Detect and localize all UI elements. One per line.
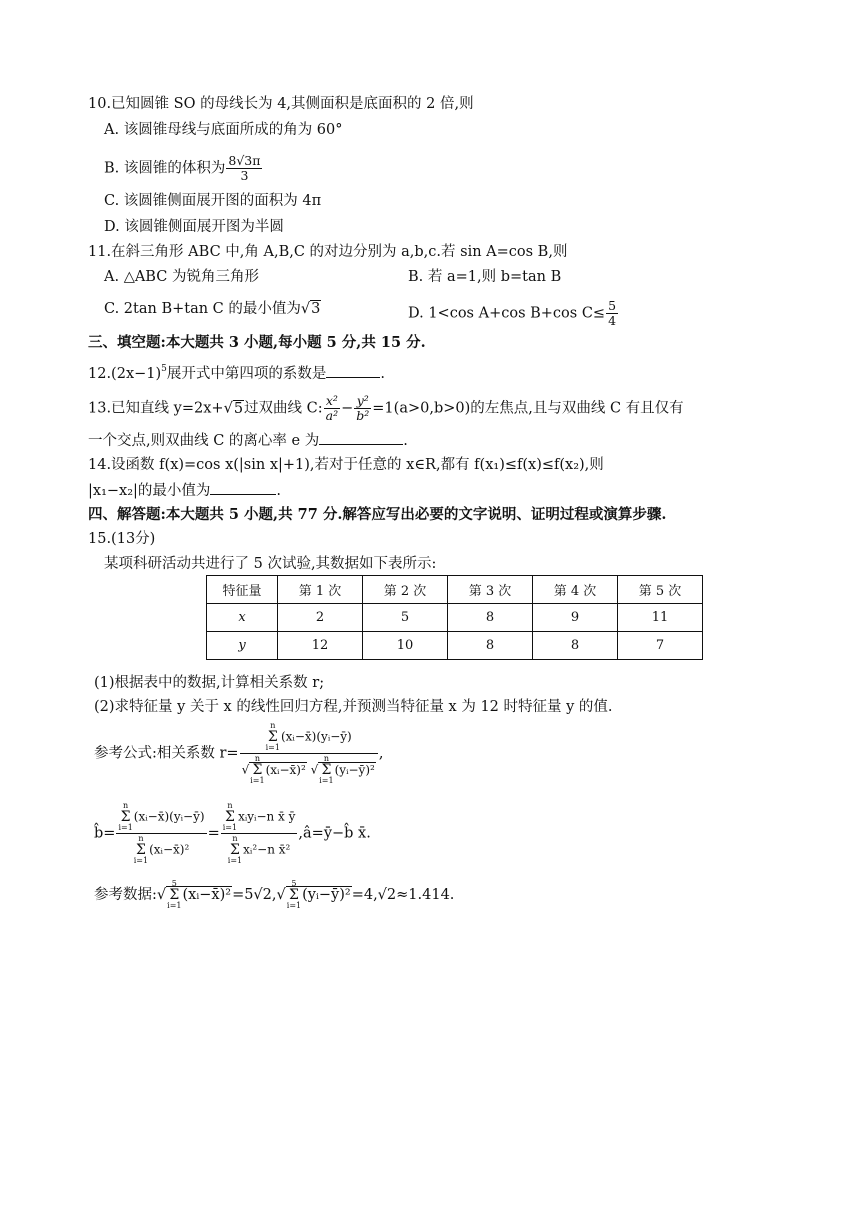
table-header-row <box>207 576 703 604</box>
formula-b2-denominator <box>221 834 298 865</box>
table-cell: 9 <box>533 604 618 632</box>
sigma-bottom: i=1 <box>133 856 149 865</box>
sigma-top: n <box>123 801 129 810</box>
q13-fraction-1 <box>324 395 340 422</box>
table-cell: 7 <box>618 632 703 660</box>
q10-stem: 10.已知圆锥 SO 的母线长为 4,其侧面积是底面积的 2 倍,则 <box>88 96 474 112</box>
table-cell: y <box>207 632 278 660</box>
q10-b-denominator: 3 <box>240 168 249 183</box>
formula-b-fraction-1 <box>116 802 206 865</box>
b1-numerator-text: (xᵢ−x̄)(yᵢ−ȳ) <box>133 809 205 824</box>
sigma-icon: 5 Σ i=1 <box>167 879 182 910</box>
q11-d-text: D. 1<cos A+cos B+cos C≤ <box>408 305 606 322</box>
q13-radicand: 5 <box>233 400 244 417</box>
ref-x-root <box>166 879 232 910</box>
q14-line-1: 14.设函数 f(x)=cos x(|sin x|+1),若对于任意的 x∈R,都有 f(x₁)≤f(x)≤f(x₂),则 <box>88 457 604 473</box>
formula-r-denominator: √n Σ i=1(xᵢ−x̄)² √n Σ i=1(yᵢ−ȳ)² <box>241 754 375 785</box>
table-row <box>207 604 703 632</box>
r-den-y-text: (yᵢ−ȳ)² <box>334 762 375 777</box>
q13-text-a: 13.已知直线 y=2x+ <box>88 400 224 417</box>
table-cell: x <box>207 604 278 632</box>
sigma-top: n <box>323 754 329 763</box>
q14-period: . <box>276 483 282 499</box>
reference-data: 参考数据:√5 Σ i=1(xᵢ−x̄)²=5√2,√5 Σ i=1(yᵢ−ȳ)²=4,√2≈1.414. <box>94 879 455 910</box>
q14-answer-blank[interactable] <box>210 481 276 495</box>
formula-r <box>94 722 383 785</box>
formula-b <box>94 802 371 865</box>
table-cell: 8 <box>533 632 618 660</box>
sigma-top: n <box>232 834 238 843</box>
q12-period: . <box>380 366 385 382</box>
table-header-cell: 第 2 次 <box>363 576 448 604</box>
q15-header: 15.(13分) <box>88 531 156 547</box>
sigma-top: n <box>227 801 233 810</box>
formula-b-equals: = <box>207 825 220 842</box>
sigma-top: n <box>254 754 260 763</box>
formula-r-fraction <box>240 722 378 785</box>
q12 <box>88 360 385 383</box>
sigma-bottom: i=1 <box>250 776 265 785</box>
q15-part-2: (2)求特征量 y 关于 x 的线性回归方程,并预测当特征量 x 为 12 时特征量 y 的值. <box>94 699 613 715</box>
sigma-bottom: i=1 <box>167 901 182 910</box>
formula-b-fraction-2 <box>221 802 298 865</box>
section-4-heading: 四、解答题:本大题共 5 小题,共 77 分.解答应写出必要的文字说明、证明过程或演算步骤. <box>88 506 667 523</box>
b2-numerator-text: xᵢyᵢ−n x̄ ȳ <box>238 809 296 824</box>
q13-answer-blank[interactable] <box>319 431 403 445</box>
q10-option-c: C. 该圆锥侧面展开图的面积为 4π <box>104 193 322 209</box>
sigma-bottom: i=1 <box>265 743 280 752</box>
sigma-icon: n Σ i=1 <box>227 834 243 865</box>
table-cell: 8 <box>448 604 533 632</box>
q11-d-numerator: 5 <box>608 298 617 313</box>
q14-text: |x₁−x₂|的最小值为 <box>88 483 211 499</box>
sigma-icon: n Σ i=1 <box>319 754 334 785</box>
q15-part-1: (1)根据表中的数据,计算相关系数 r; <box>94 675 325 691</box>
table-cell: 12 <box>278 632 363 660</box>
q11-d-fraction <box>606 300 618 327</box>
q14-line-2 <box>88 481 281 500</box>
q13-f2-den: b² <box>356 408 370 423</box>
q10-option-b <box>104 155 263 182</box>
q13-text-c: =1(a>0,b>0)的左焦点,且与双曲线 C 有且仅有 <box>372 400 684 417</box>
q13-f1-num: x² <box>324 395 340 409</box>
table-header-cell: 第 3 次 <box>448 576 533 604</box>
r-den-x-text: (xᵢ−x̄)² <box>265 762 306 777</box>
sigma-top: 5 <box>171 879 177 888</box>
formula-r-comma: , <box>378 745 384 762</box>
reference-data-label: 参考数据: <box>94 887 157 903</box>
data-table <box>206 575 703 660</box>
q11-option-b: B. 若 a=1,则 b=tan B <box>408 269 562 285</box>
q13-minus: − <box>341 400 354 417</box>
sigma-top: n <box>138 834 144 843</box>
sigma-icon: 5 Σ i=1 <box>286 879 302 910</box>
q13-text-b: 过双曲线 C: <box>244 400 323 417</box>
sigma-icon: n Σ i=1 <box>118 801 133 832</box>
q13-text-d: 一个交点,则双曲线 C 的离心率 e 为 <box>88 433 320 449</box>
q11-c-text: C. 2tan B+tan C 的最小值为 <box>104 301 301 317</box>
table-header-cell: 特征量 <box>207 576 278 604</box>
table-cell: 8 <box>448 632 533 660</box>
table-row <box>207 632 703 660</box>
r-den-x-root <box>249 754 307 785</box>
section-3-heading: 三、填空题:本大题共 3 小题,每小题 5 分,共 15 分. <box>88 334 426 351</box>
q10-option-a: A. 该圆锥母线与底面所成的角为 60° <box>104 122 343 138</box>
q11-option-d <box>408 300 619 327</box>
q10-b-numerator: 8√3π <box>228 153 261 168</box>
formula-b2-numerator <box>221 802 298 834</box>
q13-fraction-2 <box>354 395 371 422</box>
sigma-bottom: i=1 <box>222 823 238 832</box>
q12-base: 12.(2x−1) <box>88 366 162 382</box>
sigma-bottom: i=1 <box>227 856 243 865</box>
sigma-top: n <box>270 721 276 730</box>
q13-f1-den: a² <box>325 408 339 423</box>
q13-line-2 <box>88 431 408 450</box>
sigma-bottom: i=1 <box>319 776 334 785</box>
q11-c-radicand: 3 <box>311 301 321 317</box>
table-header-cell: 第 5 次 <box>618 576 703 604</box>
sigma-icon: n Σ i=1 <box>222 801 238 832</box>
r-den-y-root <box>318 754 376 785</box>
formula-r-numerator <box>240 722 378 754</box>
b2-denominator-text: xᵢ²−n x̄² <box>243 842 291 857</box>
q12-text: 展开式中第四项的系数是 <box>166 366 327 382</box>
table-cell: 10 <box>363 632 448 660</box>
formula-a-hat: ,â=ȳ−b̂ x̄. <box>298 825 371 842</box>
q13-f2-num: y² <box>354 395 371 409</box>
q13-period: . <box>403 433 408 449</box>
sigma-icon: n Σ i=1 <box>265 721 280 752</box>
q11-option-a: A. △ABC 为锐角三角形 <box>104 269 259 285</box>
q11-stem: 11.在斜三角形 ABC 中,角 A,B,C 的对边分别为 a,b,c.若 sin A=cos B,则 <box>88 244 568 260</box>
q13-line-1: 13.已知直线 y=2x+√5过双曲线 C: $\frac{\text{x²}}{\text{a²}}$ − $\frac{\text{y²}}{\text{b²}}$ =1(a>0,b>0)的左焦点,且与双曲线 C 有且仅有 <box>88 393 684 423</box>
table-cell: 11 <box>618 604 703 632</box>
q15-intro: 某项科研活动共进行了 5 次试验,其数据如下表所示: <box>104 556 437 572</box>
b1-denominator-text: (xᵢ−x̄)² <box>149 842 190 857</box>
table-cell: 2 <box>278 604 363 632</box>
q12-answer-blank[interactable] <box>326 364 380 378</box>
q10-option-d: D. 该圆锥侧面展开图为半圆 <box>104 219 284 235</box>
q10-b-text: B. 该圆锥的体积为 <box>104 160 226 177</box>
table-header-cell: 第 4 次 <box>533 576 618 604</box>
ref-y-value: =4,√2≈1.414. <box>351 887 455 903</box>
sigma-top: 5 <box>291 879 297 888</box>
q12-exponent: 5 <box>161 364 167 374</box>
sigma-bottom: i=1 <box>286 901 302 910</box>
formula-b1-denominator <box>116 834 206 865</box>
r-numerator-text: (xᵢ−x̄)(yᵢ−ȳ) <box>280 729 352 744</box>
formula-r-label: 参考公式:相关系数 r= <box>94 745 239 762</box>
q11-option-c: C. 2tan B+tan C 的最小值为√3 <box>104 301 321 317</box>
q11-d-denominator: 4 <box>608 313 617 328</box>
q10-b-fraction <box>226 155 262 182</box>
table-cell: 5 <box>363 604 448 632</box>
ref-y-root <box>286 879 352 910</box>
formula-b-label: b̂= <box>94 825 116 842</box>
ref-x-value: =5√2, <box>232 887 277 903</box>
table-header-cell: 第 1 次 <box>278 576 363 604</box>
formula-b1-numerator <box>116 802 206 834</box>
ref-x-text: (xᵢ−x̄)² <box>182 887 232 903</box>
ref-y-text: (yᵢ−ȳ)² <box>302 887 351 903</box>
sigma-bottom: i=1 <box>118 823 133 832</box>
sigma-icon: n Σ i=1 <box>133 834 149 865</box>
sigma-icon: n Σ i=1 <box>250 754 265 785</box>
